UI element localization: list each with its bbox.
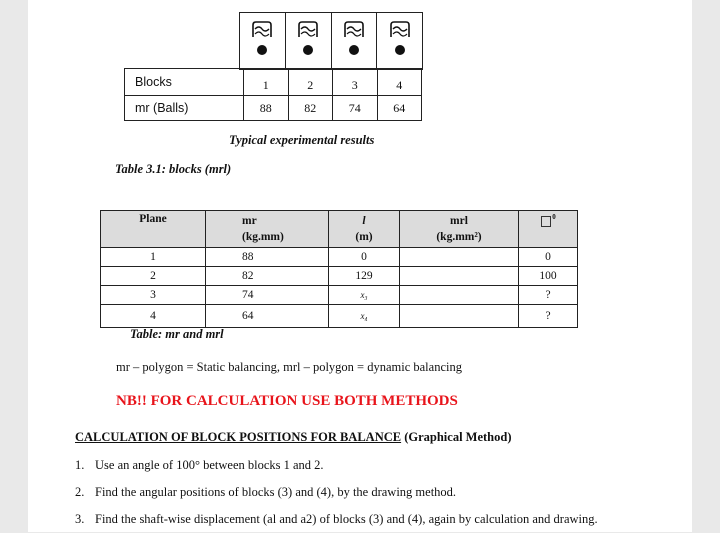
calc-heading-method: (Graphical Method) <box>401 430 512 444</box>
table-cell: 82 <box>288 96 333 121</box>
calc-heading <box>75 430 512 445</box>
cell-mr: 88 <box>206 248 329 267</box>
nb-warning: NB!! FOR CALCULATION USE BOTH METHODS <box>116 393 458 409</box>
table-row <box>101 305 578 328</box>
header-mr-unit: (kg.mm) <box>242 231 284 243</box>
step-text: Find the shaft-wise displacement (al and a2) of blocks (3) and (4), again by calculation and drawing. <box>95 512 598 526</box>
blocks-table <box>124 68 422 121</box>
block-icon <box>293 19 323 63</box>
blocks-drawing <box>239 12 423 70</box>
block-3-drawing <box>332 13 378 69</box>
block-1-drawing <box>240 13 286 69</box>
table-row <box>101 286 578 305</box>
block-2-drawing <box>286 13 332 69</box>
step-number: 1. <box>75 458 85 472</box>
row-label: Blocks <box>125 69 244 96</box>
document-page <box>28 0 692 532</box>
block-icon <box>247 19 277 63</box>
table-cell: 4 <box>377 69 422 96</box>
table-cell: 88 <box>244 96 289 121</box>
table-cell: 64 <box>377 96 422 121</box>
cell-angle: ? <box>519 305 578 328</box>
cell-l: x₄ <box>329 305 400 328</box>
cell-angle: 100 <box>519 267 578 286</box>
table-row <box>125 96 422 121</box>
table-cell: 1 <box>244 69 289 96</box>
calc-heading-main: CALCULATION OF BLOCK POSITIONS FOR BALANCE <box>75 430 402 444</box>
cell-mr: 82 <box>206 267 329 286</box>
list-item <box>75 506 598 533</box>
cell-l: 129 <box>329 267 400 286</box>
block-icon <box>339 19 369 63</box>
header-l <box>329 211 400 248</box>
table-3-1-caption: Table 3.1: blocks (mrl) <box>115 162 232 176</box>
header-plane: Plane <box>101 211 206 248</box>
step-text: Use an angle of 100° between blocks 1 and 2. <box>95 458 324 472</box>
step-number: 2. <box>75 485 85 499</box>
step-number: 3. <box>75 512 85 526</box>
row-label: mr (Balls) <box>125 96 244 121</box>
polygon-note: mr – polygon = Static balancing, mrl – polygon = dynamic balancing <box>116 360 462 374</box>
header-mrl-label: mrl <box>450 215 468 227</box>
cell-mr: 64 <box>206 305 329 328</box>
header-mrl-unit: (kg.mm²) <box>436 231 482 243</box>
results-caption: Typical experimental results <box>229 133 375 147</box>
list-item <box>75 452 598 479</box>
header-mr-label: mr <box>242 215 257 227</box>
header-l-label: l <box>362 215 366 227</box>
header-angle <box>519 211 578 248</box>
cell-l: 0 <box>329 248 400 267</box>
table-cell: 3 <box>333 69 378 96</box>
table-row <box>101 248 578 267</box>
table-cell: 2 <box>288 69 333 96</box>
cell-plane: 2 <box>101 267 206 286</box>
list-item <box>75 479 598 506</box>
cell-plane: 3 <box>101 286 206 305</box>
missing-glyph-icon <box>541 216 551 227</box>
cell-angle: ? <box>519 286 578 305</box>
block-4-drawing <box>377 13 422 69</box>
steps-list <box>75 452 598 533</box>
degree-icon: 0 <box>552 213 556 221</box>
block-icon <box>385 19 415 63</box>
cell-mrl <box>400 286 519 305</box>
header-mr <box>206 211 329 248</box>
cell-mrl <box>400 267 519 286</box>
table-row <box>125 69 422 96</box>
table-row <box>101 267 578 286</box>
header-mrl <box>400 211 519 248</box>
mr-mrl-caption: Table: mr and mrl <box>130 327 224 341</box>
cell-plane: 1 <box>101 248 206 267</box>
table-header-row <box>101 211 578 248</box>
cell-mr: 74 <box>206 286 329 305</box>
cell-angle: 0 <box>519 248 578 267</box>
cell-l: x₃ <box>329 286 400 305</box>
header-l-unit: (m) <box>355 231 373 243</box>
cell-mrl <box>400 305 519 328</box>
cell-plane: 4 <box>101 305 206 328</box>
cell-mrl <box>400 248 519 267</box>
step-text: Find the angular positions of blocks (3) and (4), by the drawing method. <box>95 485 457 499</box>
mr-mrl-table <box>100 210 578 328</box>
table-cell: 74 <box>333 96 378 121</box>
